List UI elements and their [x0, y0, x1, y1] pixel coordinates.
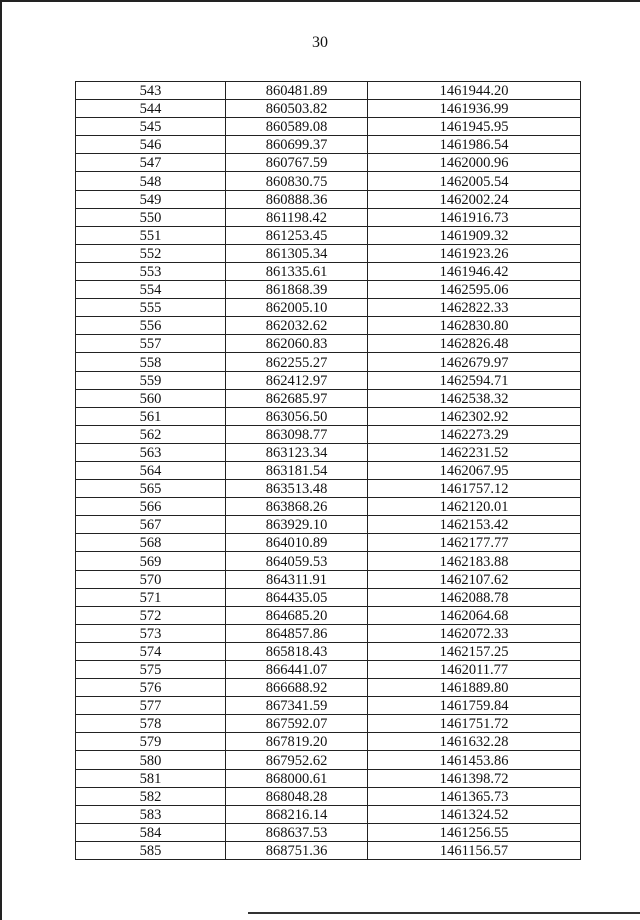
point-number-cell: 565: [76, 480, 226, 498]
x-coordinate-cell: 868048.28: [226, 787, 368, 805]
table-row: [76, 679, 581, 697]
x-coordinate-cell: 862005.10: [226, 299, 368, 317]
table-row: [76, 697, 581, 715]
y-coordinate-cell: 1461916.73: [368, 208, 581, 226]
y-coordinate-cell: 1462005.54: [368, 172, 581, 190]
point-number-cell: 578: [76, 715, 226, 733]
y-coordinate-cell: 1462177.77: [368, 534, 581, 552]
x-coordinate-cell: 867592.07: [226, 715, 368, 733]
y-coordinate-cell: 1461632.28: [368, 733, 581, 751]
x-coordinate-cell: 860481.89: [226, 82, 368, 100]
point-number-cell: 543: [76, 82, 226, 100]
y-coordinate-cell: 1462067.95: [368, 461, 581, 479]
y-coordinate-cell: 1462153.42: [368, 516, 581, 534]
y-coordinate-cell: 1461453.86: [368, 751, 581, 769]
table-row: [76, 624, 581, 642]
x-coordinate-cell: 862255.27: [226, 353, 368, 371]
point-number-cell: 544: [76, 100, 226, 118]
x-coordinate-cell: 860699.37: [226, 136, 368, 154]
point-number-cell: 563: [76, 443, 226, 461]
point-number-cell: 545: [76, 118, 226, 136]
x-coordinate-cell: 864311.91: [226, 570, 368, 588]
table-row: [76, 353, 581, 371]
point-number-cell: 559: [76, 371, 226, 389]
table-row: [76, 299, 581, 317]
y-coordinate-cell: 1461946.42: [368, 262, 581, 280]
table-row: [76, 100, 581, 118]
point-number-cell: 566: [76, 498, 226, 516]
point-number-cell: 570: [76, 570, 226, 588]
y-coordinate-cell: 1462002.24: [368, 190, 581, 208]
table-row: [76, 751, 581, 769]
y-coordinate-cell: 1461751.72: [368, 715, 581, 733]
x-coordinate-cell: 864059.53: [226, 552, 368, 570]
x-coordinate-cell: 864857.86: [226, 624, 368, 642]
y-coordinate-cell: 1462120.01: [368, 498, 581, 516]
x-coordinate-cell: 864010.89: [226, 534, 368, 552]
y-coordinate-cell: 1461909.32: [368, 226, 581, 244]
point-number-cell: 581: [76, 769, 226, 787]
x-coordinate-cell: 861335.61: [226, 262, 368, 280]
x-coordinate-cell: 866688.92: [226, 679, 368, 697]
point-number-cell: 584: [76, 823, 226, 841]
table-row: [76, 226, 581, 244]
y-coordinate-cell: 1462302.92: [368, 407, 581, 425]
point-number-cell: 573: [76, 624, 226, 642]
table-row: [76, 136, 581, 154]
table-row: [76, 552, 581, 570]
table-row: [76, 281, 581, 299]
y-coordinate-cell: 1462107.62: [368, 570, 581, 588]
point-number-cell: 546: [76, 136, 226, 154]
x-coordinate-cell: 863181.54: [226, 461, 368, 479]
x-coordinate-cell: 861198.42: [226, 208, 368, 226]
y-coordinate-cell: 1462183.88: [368, 552, 581, 570]
y-coordinate-cell: 1461944.20: [368, 82, 581, 100]
x-coordinate-cell: 867952.62: [226, 751, 368, 769]
x-coordinate-cell: 861305.34: [226, 244, 368, 262]
x-coordinate-cell: 862685.97: [226, 389, 368, 407]
y-coordinate-cell: 1461759.84: [368, 697, 581, 715]
point-number-cell: 582: [76, 787, 226, 805]
x-coordinate-cell: 862060.83: [226, 335, 368, 353]
point-number-cell: 583: [76, 805, 226, 823]
y-coordinate-cell: 1462679.97: [368, 353, 581, 371]
table-row: [76, 172, 581, 190]
point-number-cell: 561: [76, 407, 226, 425]
point-number-cell: 558: [76, 353, 226, 371]
point-number-cell: 547: [76, 154, 226, 172]
table-row: [76, 715, 581, 733]
x-coordinate-cell: 868216.14: [226, 805, 368, 823]
y-coordinate-cell: 1462594.71: [368, 371, 581, 389]
x-coordinate-cell: 863056.50: [226, 407, 368, 425]
x-coordinate-cell: 868000.61: [226, 769, 368, 787]
table-row: [76, 244, 581, 262]
point-number-cell: 554: [76, 281, 226, 299]
table-row: [76, 805, 581, 823]
y-coordinate-cell: 1462072.33: [368, 624, 581, 642]
table-row: [76, 498, 581, 516]
x-coordinate-cell: 863513.48: [226, 480, 368, 498]
point-number-cell: 568: [76, 534, 226, 552]
point-number-cell: 557: [76, 335, 226, 353]
x-coordinate-cell: 863098.77: [226, 425, 368, 443]
y-coordinate-cell: 1461936.99: [368, 100, 581, 118]
table-row: [76, 570, 581, 588]
x-coordinate-cell: 860888.36: [226, 190, 368, 208]
table-row: [76, 407, 581, 425]
point-number-cell: 560: [76, 389, 226, 407]
point-number-cell: 567: [76, 516, 226, 534]
table-row: [76, 262, 581, 280]
x-coordinate-cell: 864685.20: [226, 606, 368, 624]
point-number-cell: 555: [76, 299, 226, 317]
y-coordinate-cell: 1462538.32: [368, 389, 581, 407]
x-coordinate-cell: 862412.97: [226, 371, 368, 389]
point-number-cell: 551: [76, 226, 226, 244]
y-coordinate-cell: 1462064.68: [368, 606, 581, 624]
table-row: [76, 606, 581, 624]
point-number-cell: 564: [76, 461, 226, 479]
x-coordinate-cell: 867341.59: [226, 697, 368, 715]
point-number-cell: 553: [76, 262, 226, 280]
x-coordinate-cell: 862032.62: [226, 317, 368, 335]
x-coordinate-cell: 861253.45: [226, 226, 368, 244]
table-row: [76, 769, 581, 787]
y-coordinate-cell: 1461156.57: [368, 841, 581, 859]
point-number-cell: 549: [76, 190, 226, 208]
table-row: [76, 661, 581, 679]
y-coordinate-cell: 1461324.52: [368, 805, 581, 823]
table-row: [76, 425, 581, 443]
table-row: [76, 317, 581, 335]
point-number-cell: 569: [76, 552, 226, 570]
table-row: [76, 733, 581, 751]
table-row: [76, 371, 581, 389]
y-coordinate-cell: 1462830.80: [368, 317, 581, 335]
table-row: [76, 787, 581, 805]
y-coordinate-cell: 1461889.80: [368, 679, 581, 697]
table-row: [76, 534, 581, 552]
x-coordinate-cell: 860503.82: [226, 100, 368, 118]
y-coordinate-cell: 1461986.54: [368, 136, 581, 154]
point-number-cell: 579: [76, 733, 226, 751]
table-row: [76, 208, 581, 226]
table-row: [76, 190, 581, 208]
y-coordinate-cell: 1461945.95: [368, 118, 581, 136]
table-row: [76, 461, 581, 479]
point-number-cell: 576: [76, 679, 226, 697]
y-coordinate-cell: 1461923.26: [368, 244, 581, 262]
table-row: [76, 389, 581, 407]
x-coordinate-cell: 863868.26: [226, 498, 368, 516]
x-coordinate-cell: 861868.39: [226, 281, 368, 299]
table-row: [76, 154, 581, 172]
x-coordinate-cell: 865818.43: [226, 642, 368, 660]
x-coordinate-cell: 860830.75: [226, 172, 368, 190]
table-row: [76, 823, 581, 841]
table-row: [76, 443, 581, 461]
bottom-rule: [248, 912, 640, 914]
x-coordinate-cell: 860589.08: [226, 118, 368, 136]
y-coordinate-cell: 1461398.72: [368, 769, 581, 787]
y-coordinate-cell: 1462011.77: [368, 661, 581, 679]
point-number-cell: 575: [76, 661, 226, 679]
x-coordinate-cell: 867819.20: [226, 733, 368, 751]
y-coordinate-cell: 1462826.48: [368, 335, 581, 353]
y-coordinate-cell: 1461365.73: [368, 787, 581, 805]
y-coordinate-cell: 1462273.29: [368, 425, 581, 443]
point-number-cell: 548: [76, 172, 226, 190]
table-row: [76, 516, 581, 534]
x-coordinate-cell: 864435.05: [226, 588, 368, 606]
table-row: [76, 118, 581, 136]
table-row: [76, 841, 581, 859]
point-number-cell: 571: [76, 588, 226, 606]
x-coordinate-cell: 863123.34: [226, 443, 368, 461]
x-coordinate-cell: 868637.53: [226, 823, 368, 841]
y-coordinate-cell: 1462595.06: [368, 281, 581, 299]
point-number-cell: 585: [76, 841, 226, 859]
x-coordinate-cell: 868751.36: [226, 841, 368, 859]
table-row: [76, 642, 581, 660]
y-coordinate-cell: 1461757.12: [368, 480, 581, 498]
table-row: [76, 82, 581, 100]
point-number-cell: 577: [76, 697, 226, 715]
table-row: [76, 480, 581, 498]
point-number-cell: 574: [76, 642, 226, 660]
x-coordinate-cell: 866441.07: [226, 661, 368, 679]
point-number-cell: 572: [76, 606, 226, 624]
y-coordinate-cell: 1462157.25: [368, 642, 581, 660]
point-number-cell: 562: [76, 425, 226, 443]
point-number-cell: 550: [76, 208, 226, 226]
page-number: 30: [312, 34, 328, 51]
x-coordinate-cell: 863929.10: [226, 516, 368, 534]
y-coordinate-cell: 1462088.78: [368, 588, 581, 606]
point-number-cell: 556: [76, 317, 226, 335]
y-coordinate-cell: 1461256.55: [368, 823, 581, 841]
coordinates-table-body: [76, 82, 581, 860]
y-coordinate-cell: 1462822.33: [368, 299, 581, 317]
point-number-cell: 552: [76, 244, 226, 262]
point-number-cell: 580: [76, 751, 226, 769]
y-coordinate-cell: 1462000.96: [368, 154, 581, 172]
coordinates-table: [75, 81, 581, 860]
x-coordinate-cell: 860767.59: [226, 154, 368, 172]
table-row: [76, 335, 581, 353]
table-row: [76, 588, 581, 606]
y-coordinate-cell: 1462231.52: [368, 443, 581, 461]
